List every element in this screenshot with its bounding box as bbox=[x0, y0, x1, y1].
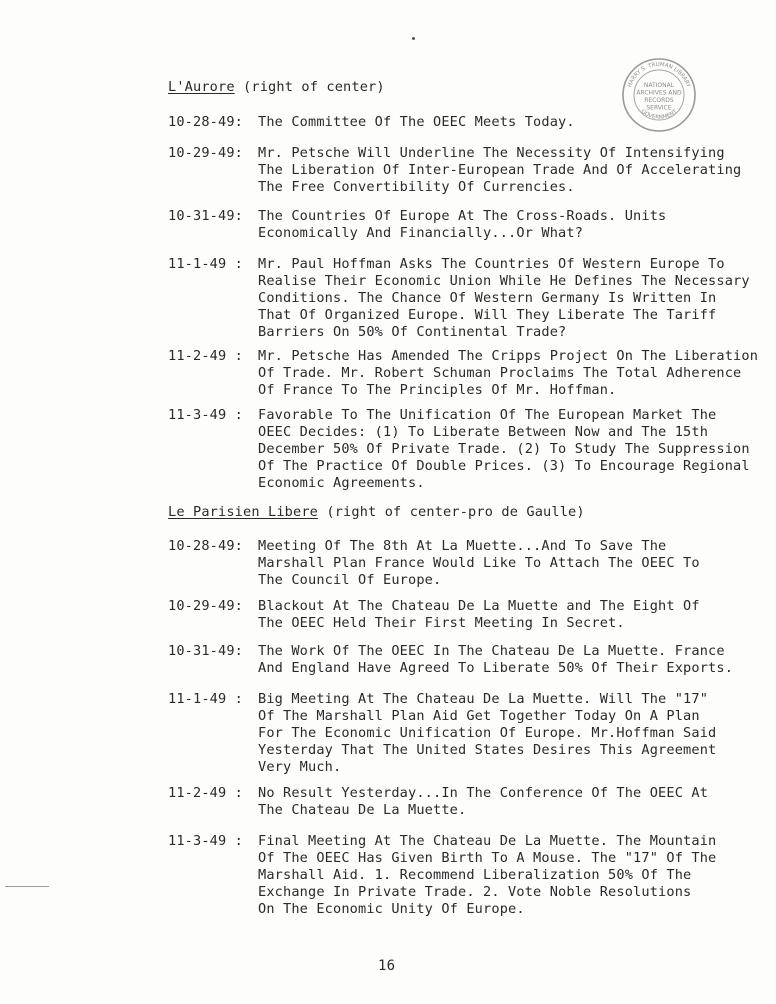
entry-date: 10-28-49: bbox=[168, 114, 244, 130]
stamp-line-1: NATIONAL bbox=[643, 82, 675, 89]
stamp-arc-top: HARRY S. TRUMAN LIBRARY bbox=[627, 61, 691, 89]
entry-date: 10-31-49: bbox=[168, 208, 244, 224]
entry-text: No Result Yesterday...In The Conference Of The OEEC At The Chateau De La Muette. bbox=[258, 785, 709, 818]
newspaper-note: (right of center) bbox=[243, 79, 385, 95]
entry-text: Favorable To The Unification Of The European Market The OEEC Decides: (1) To Liberate Between Now and The 15th December 50% Of Private Trade. (2) To Study The Suppression Of The Practice Of Double Prices. (3) To Encourage Regional Economic Agreements. bbox=[258, 407, 750, 491]
newspaper-title: Le Parisien Libere bbox=[168, 504, 319, 520]
section-heading-aurore bbox=[168, 79, 385, 96]
page-number: 16 bbox=[378, 958, 396, 974]
newspaper-title: L'Aurore bbox=[168, 79, 235, 95]
archive-stamp bbox=[620, 56, 698, 134]
entry-date: 11-2-49 : bbox=[168, 348, 244, 364]
entry-date: 11-3-49 : bbox=[168, 833, 244, 849]
entry-date: 10-29-49: bbox=[168, 598, 244, 614]
entry-date: 10-29-49: bbox=[168, 145, 244, 161]
entry-date: 11-1-49 : bbox=[168, 256, 244, 272]
entry-text: The Countries Of Europe At The Cross-Roads. Units Economically And Financially...Or What? bbox=[258, 208, 667, 241]
entry-date: 10-31-49: bbox=[168, 643, 244, 659]
entry-text: Mr. Petsche Has Amended The Cripps Project On The Liberation Of Trade. Mr. Robert Schuman Proclaims The Total Adherence Of France To The Principles Of Mr. Hoffman. bbox=[258, 348, 759, 398]
entry-text: The Work Of The OEEC In The Chateau De La Muette. France And England Have Agreed To Liberate 50% Of Their Exports. bbox=[258, 643, 734, 676]
entry-text: Final Meeting At The Chateau De La Muette. The Mountain Of The OEEC Has Given Birth To A Mouse. The "17" Of The Marshall Aid. 1. Recommend Liberalization 50% Of The Exchange In Private Trade. 2. Vote Noble Resolutions On The Economic Unity Of Europe. bbox=[258, 833, 717, 917]
margin-pencil-mark bbox=[5, 886, 49, 887]
entry-text: Meeting Of The 8th At La Muette...And To Save The Marshall Plan France Would Like To Attach The OEEC To The Council Of Europe. bbox=[258, 538, 700, 588]
stamp-arc-bottom: GOVERNMENT bbox=[639, 108, 679, 121]
entry-date: 11-3-49 : bbox=[168, 407, 244, 423]
ink-speck bbox=[412, 37, 415, 40]
section-heading-parisien bbox=[168, 504, 585, 521]
stamp-line-3: RECORDS bbox=[644, 97, 674, 104]
entry-date: 11-2-49 : bbox=[168, 785, 244, 801]
entry-date: 10-28-49: bbox=[168, 538, 244, 554]
entry-text: Mr. Paul Hoffman Asks The Countries Of Western Europe To Realise Their Economic Union While He Defines The Necessary Conditions. The Chance Of Western Germany Is Written In That Of Organized Europe. Will They Liberate The Tariff Barriers On 50% Of Continental Trade? bbox=[258, 256, 750, 340]
entry-text: The Committee Of The OEEC Meets Today. bbox=[258, 114, 575, 130]
stamp-line-4: SERVICE bbox=[646, 104, 672, 112]
entry-text: Mr. Petsche Will Underline The Necessity Of Intensifying The Liberation Of Inter-European Trade And Of Accelerating The Free Convertibility Of Currencies. bbox=[258, 145, 742, 195]
entry-text: Big Meeting At The Chateau De La Muette. Will The "17" Of The Marshall Plan Aid Get Together Today On A Plan For The Economic Unification Of Europe. Mr.Hoffman Said Yesterday That The United States Desires This Agreement Very Much. bbox=[258, 691, 717, 775]
entry-text: Blackout At The Chateau De La Muette and The Eight Of The OEEC Held Their First Meeting In Secret. bbox=[258, 598, 700, 631]
newspaper-note: (right of center-pro de Gaulle) bbox=[326, 504, 585, 520]
entry-date: 11-1-49 : bbox=[168, 691, 244, 707]
stamp-line-2: ARCHIVES AND bbox=[636, 89, 682, 97]
